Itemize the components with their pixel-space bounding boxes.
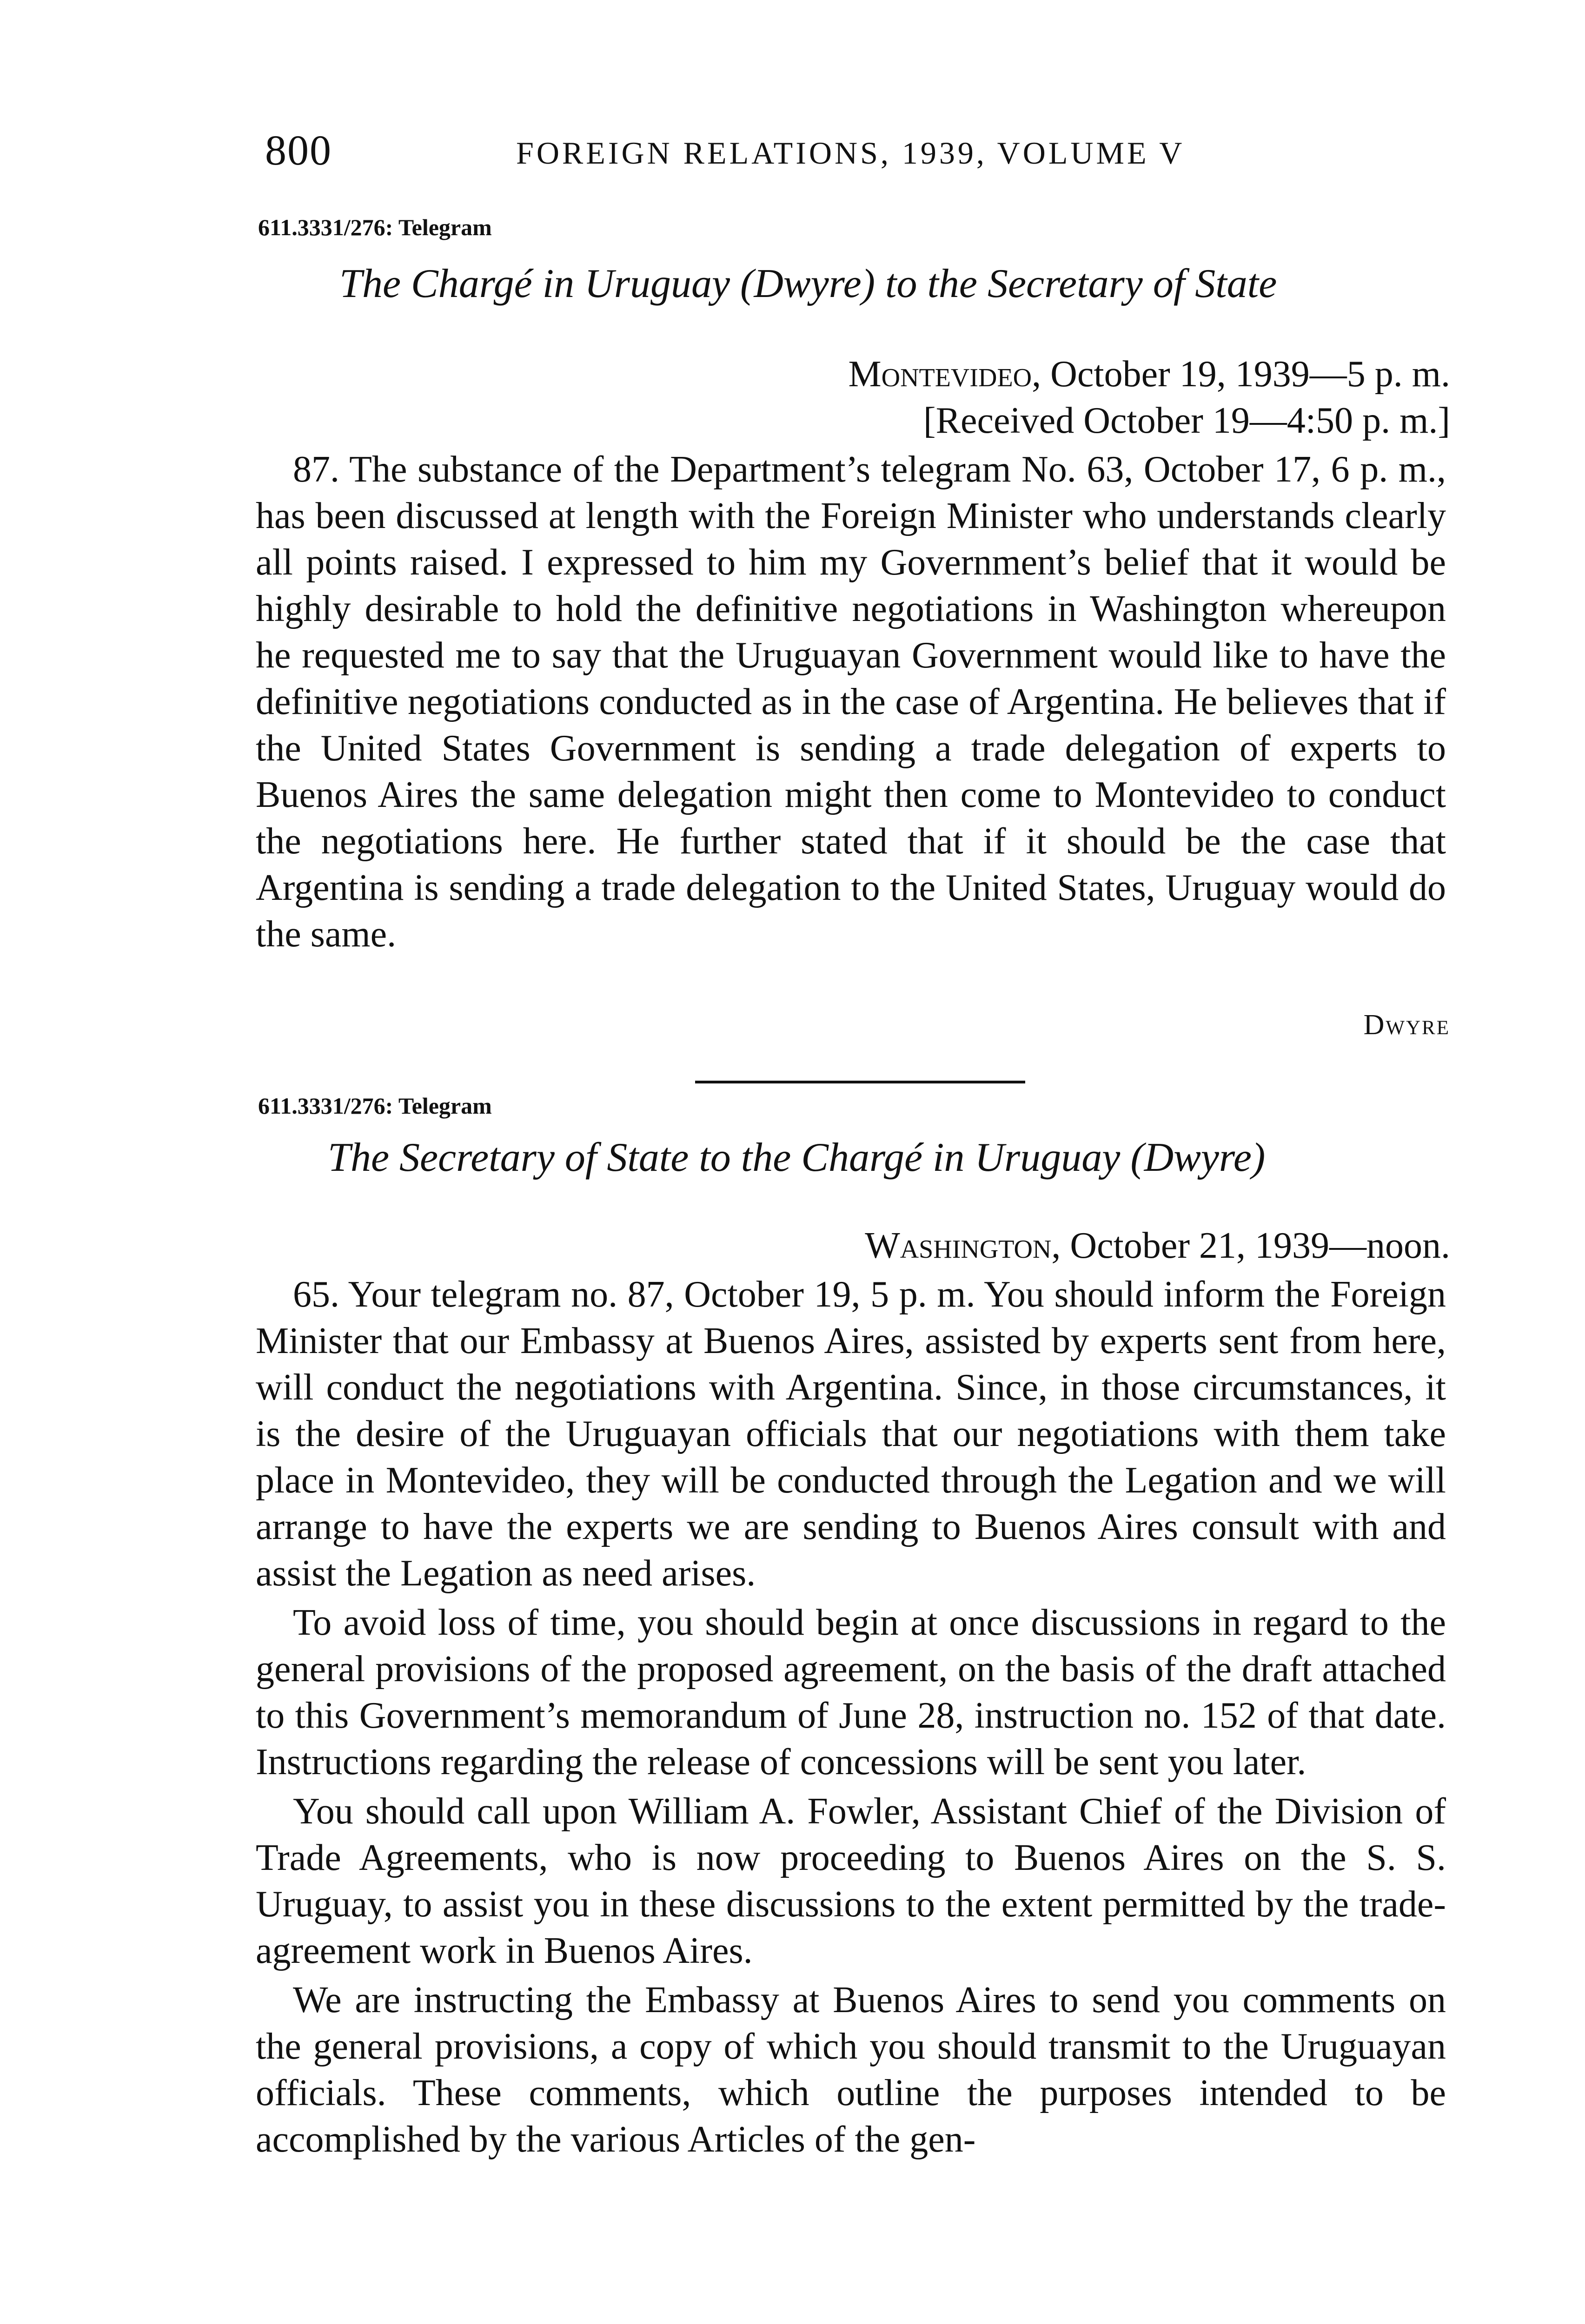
dateline-place: Washington, xyxy=(865,1225,1061,1266)
page-header xyxy=(256,125,1451,177)
running-head: FOREIGN RELATIONS, 1939, VOLUME V xyxy=(516,135,1185,171)
dateline-date: October 19, 1939—5 p. m. xyxy=(1041,354,1450,395)
received-line: [Received October 19—4:50 p. m.] xyxy=(923,400,1450,441)
paragraph: We are instructing the Embassy at Buenos Aires to send you comments on the general provisions, a copy of which you should transmit to the Uruguayan officials. These comments, which outline the purposes intended to be accomplished by the various Articles of the gen- xyxy=(256,1980,1446,2160)
dateline-place: Montevideo, xyxy=(848,354,1041,395)
signature: Dwyre xyxy=(1363,1009,1450,1041)
section-divider xyxy=(695,1081,1025,1083)
paragraph: 87. The substance of the Department’s telegram No. 63, October 17, 6 p. m., has been discussed at length with the Foreign Minister who understands clearly all points raised. I expressed to him my Government’s belief that it would be highly desirable to hold the definitive negotiations in Washington whereupon he requested me to say that the Uruguayan Government would like to have the definitive negotiations conducted as in the case of Argentina. He believes that if the United States Government is sending a trade delegation of experts to Buenos Aires the same delegation might then come to Montevideo to conduct the negotiations here. He further stated that if it should be the case that Argentina is sending a trade delegation to the United States, Uruguay would do the same. xyxy=(256,449,1446,955)
telegram-body xyxy=(256,446,1446,957)
dateline-date: October 21, 1939—noon. xyxy=(1061,1225,1450,1266)
file-reference: 611.3331/276: Telegram xyxy=(258,1093,492,1119)
dateline xyxy=(849,353,1451,396)
dateline xyxy=(865,1225,1450,1267)
page-number: 800 xyxy=(265,126,332,174)
paragraph: 65. Your telegram no. 87, October 19, 5 p. m. You should inform the Foreign Minister that our Embassy at Buenos Aires, assisted by experts sent from here, will conduct the negotiations with Argentina. Since, in those circumstances, it is the desire of the Uruguayan officials that our negotiations with them take place in Montevideo, they will be conducted through the Legation and we will arrange to have the experts we are sending to Buenos Aires consult with and assist the Legation as need arises. xyxy=(256,1274,1446,1594)
file-reference: 611.3331/276: Telegram xyxy=(258,214,492,240)
paragraph: To avoid loss of time, you should begin at once discussions in regard to the general provisions of the proposed agreement, on the basis of the draft attached to this Government’s memorandum of June 28, instruction no. 152 of that date. Instructions regarding the release of concessions will be sent you later. xyxy=(256,1602,1446,1783)
telegram-body xyxy=(256,1271,1446,2163)
document-title: The Secretary of State to the Chargé in Uruguay (Dwyre) xyxy=(328,1135,1266,1180)
document-title: The Chargé in Uruguay (Dwyre) to the Secretary of State xyxy=(339,261,1277,306)
paragraph: You should call upon William A. Fowler, Assistant Chief of the Division of Trade Agreements, who is now proceeding to Buenos Aires on the S. S. Uruguay, to assist you in these discussions to the extent permitted by the trade-agreement work in Buenos Aires. xyxy=(256,1791,1446,1971)
